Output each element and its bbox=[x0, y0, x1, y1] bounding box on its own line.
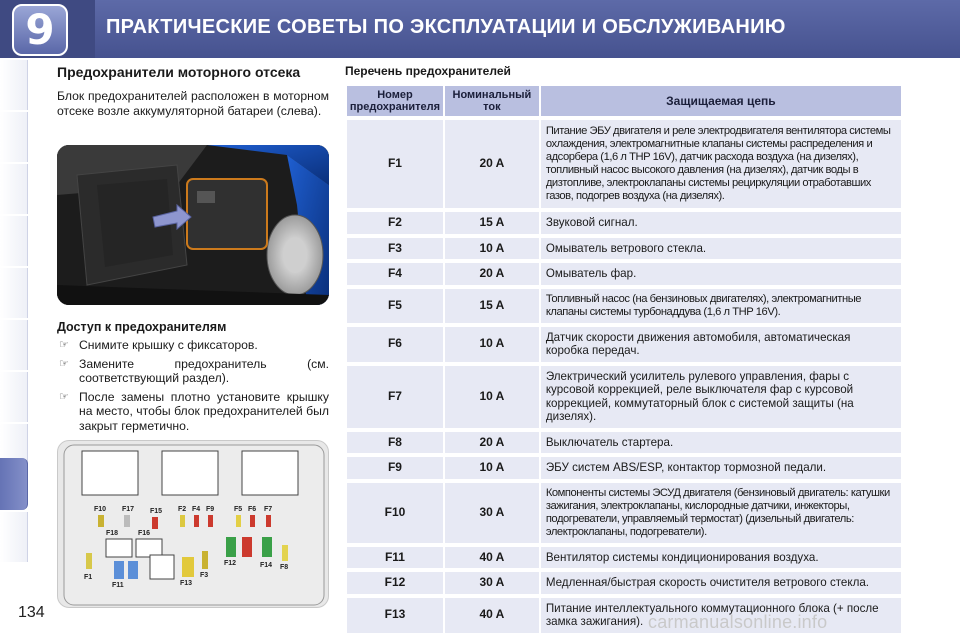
diagram-label: F12 bbox=[224, 560, 237, 567]
fuse-circuit: ЭБУ систем ABS/ESP, контактор тормозной педали. bbox=[541, 453, 901, 479]
fuse-number: F7 bbox=[347, 362, 443, 428]
diagram-label: F14 bbox=[260, 562, 273, 569]
fuse-current: 20 A bbox=[445, 116, 539, 208]
fuse-current: 30 A bbox=[445, 568, 539, 594]
fuse-number: F6 bbox=[347, 323, 443, 362]
column-header-number: Номер предохранителя bbox=[347, 86, 443, 116]
header-band bbox=[0, 0, 960, 58]
diagram-label: F15 bbox=[150, 508, 163, 515]
table-row bbox=[347, 453, 901, 479]
fuse-number: F1 bbox=[347, 116, 443, 208]
table-row bbox=[347, 362, 901, 428]
chapter-tab[interactable] bbox=[0, 164, 28, 214]
chapter-tabs bbox=[0, 60, 28, 600]
diagram-label: F5 bbox=[234, 506, 243, 513]
watermark: carmanualsonline.info bbox=[648, 612, 828, 632]
diagram-label: F9 bbox=[206, 506, 215, 513]
fuse-circuit: Выключатель стартера. bbox=[541, 428, 901, 454]
fuse-circuit: Датчик скорости движения автомобиля, автоматическая коробка передач. bbox=[541, 323, 901, 362]
fuse-circuit: Медленная/быстрая скорость очистителя ветрового стекла. bbox=[541, 568, 901, 594]
fuse-number: F13 bbox=[347, 594, 443, 633]
table-caption: Перечень предохранителей bbox=[345, 64, 511, 78]
section-title: Предохранители моторного отсека bbox=[57, 64, 301, 80]
diagram-label: F4 bbox=[192, 506, 201, 513]
column-header-circuit: Защищаемая цепь bbox=[541, 86, 901, 116]
table-row bbox=[347, 116, 901, 208]
fuse-current: 10 A bbox=[445, 453, 539, 479]
fuse-number: F9 bbox=[347, 453, 443, 479]
fuse-number: F3 bbox=[347, 234, 443, 260]
diagram-label: F2 bbox=[178, 506, 187, 513]
table-header-row bbox=[347, 86, 901, 116]
list-item: ☞ После замены плотно установите крышку на место, чтобы блок предохранителей был закрыт герметично. bbox=[59, 389, 329, 433]
fuse-current: 10 A bbox=[445, 323, 539, 362]
diagram-label: F10 bbox=[94, 506, 107, 513]
chapter-badge[interactable]: 9 bbox=[12, 4, 68, 56]
table-row bbox=[347, 234, 901, 260]
fuse-circuit: Топливный насос (на бензиновых двигателях), электромагнитные клапаны системы турбонаддува (1,6 л THP 16V). bbox=[541, 285, 901, 323]
list-item: ☞ Замените предохранитель (см. соответствующий раздел). bbox=[59, 356, 329, 385]
column-header-current: Номинальный ток bbox=[445, 86, 539, 116]
table-row bbox=[347, 285, 901, 323]
fuse-circuit: Электрический усилитель рулевого управления, фары с курсовой коррекцией, реле выключателя фар с курсовой коррекцией, коммутаторный блок с системой защиты (на дизелях). bbox=[541, 362, 901, 428]
fuse-number: F2 bbox=[347, 208, 443, 234]
table-row bbox=[347, 568, 901, 594]
diagram-label: F18 bbox=[106, 530, 119, 537]
fuse-circuit: Компоненты системы ЭСУД двигателя (бензиновый двигатель: катушки зажигания, электроклапаны, кислородные датчики, инжекторы, подогреватели, управляемый термостат) (дизельный двигатель: электроклапаны, подогреватели). bbox=[541, 479, 901, 543]
fuse-current: 40 A bbox=[445, 543, 539, 569]
fuse-box-diagram bbox=[57, 440, 329, 608]
fuse-layout-illustration bbox=[58, 441, 329, 608]
fuse-box-highlight bbox=[187, 179, 267, 249]
fuse-number: F12 bbox=[347, 568, 443, 594]
fuse-current: 20 A bbox=[445, 428, 539, 454]
chapter-tab[interactable] bbox=[0, 512, 28, 562]
diagram-label: F3 bbox=[200, 572, 209, 579]
page-title: ПРАКТИЧЕСКИЕ СОВЕТЫ ПО ЭКСПЛУАТАЦИИ И ОБСЛУЖИВАНИЮ bbox=[106, 16, 786, 38]
chapter-tab[interactable] bbox=[0, 112, 28, 162]
fuse-number: F11 bbox=[347, 543, 443, 569]
fuse-circuit: Питание интеллектуального коммутационного блока (+ после замка зажигания). bbox=[541, 594, 901, 633]
diagram-label: F17 bbox=[122, 506, 135, 513]
table-row bbox=[347, 543, 901, 569]
engine-bay-photo bbox=[57, 145, 329, 305]
diagram-label: F8 bbox=[280, 564, 289, 571]
fuse-table bbox=[345, 86, 903, 633]
table-row bbox=[347, 208, 901, 234]
list-item: ☞ Снимите крышку с фиксаторов. bbox=[59, 338, 258, 352]
fuse-circuit: Питание ЭБУ двигателя и реле электродвигателя вентилятора системы охлаждения, электромагнитные клапаны системы распределения и адсорбера (1,6 л THP 16V), датчик расхода воздуха (на дизелях), топливный насос высокого давления (на дизелях), датчик воды в дизтопливе, электроклапаны системы рециркуляции отработавших газов, подогрев воздуха (на дизелях). bbox=[541, 116, 901, 208]
fuse-number: F5 bbox=[347, 285, 443, 323]
chapter-tab[interactable] bbox=[0, 372, 28, 422]
diagram-label: F1 bbox=[84, 574, 93, 581]
fuse-circuit: Омыватель фар. bbox=[541, 259, 901, 285]
table-row bbox=[347, 259, 901, 285]
diagram-label: F6 bbox=[248, 506, 257, 513]
fuse-current: 15 A bbox=[445, 285, 539, 323]
table-row bbox=[347, 479, 901, 543]
access-steps-list bbox=[57, 338, 329, 437]
chapter-tab[interactable] bbox=[0, 60, 28, 110]
diagram-label: F7 bbox=[264, 506, 273, 513]
table-row bbox=[347, 323, 901, 362]
chapter-tab[interactable] bbox=[0, 320, 28, 370]
access-heading: Доступ к предохранителям bbox=[57, 320, 227, 334]
diagram-label: F13 bbox=[180, 580, 193, 587]
intro-paragraph: Блок предохранителей расположен в моторном отсеке возле аккумуляторной батареи (слева). bbox=[57, 89, 329, 118]
fuse-current: 40 A bbox=[445, 594, 539, 633]
chapter-tab[interactable] bbox=[0, 216, 28, 266]
page-number: 134 bbox=[18, 604, 45, 621]
hand-pointer-icon: ☞ bbox=[59, 339, 69, 351]
chapter-tab-active[interactable] bbox=[0, 458, 28, 510]
fuse-current: 15 A bbox=[445, 208, 539, 234]
hand-pointer-icon: ☞ bbox=[59, 390, 69, 403]
fuse-current: 10 A bbox=[445, 234, 539, 260]
chapter-tab[interactable] bbox=[0, 268, 28, 318]
fuse-number: F4 bbox=[347, 259, 443, 285]
fuse-circuit: Звуковой сигнал. bbox=[541, 208, 901, 234]
hand-pointer-icon: ☞ bbox=[59, 357, 69, 370]
fuse-current: 10 A bbox=[445, 362, 539, 428]
diagram-label: F16 bbox=[138, 530, 151, 537]
diagram-label: F11 bbox=[112, 582, 124, 589]
engine-bay-illustration bbox=[57, 145, 329, 305]
fuse-number: F10 bbox=[347, 479, 443, 543]
fuse-circuit: Омыватель ветрового стекла. bbox=[541, 234, 901, 260]
fuse-circuit: Вентилятор системы кондиционирования воздуха. bbox=[541, 543, 901, 569]
fuse-number: F8 bbox=[347, 428, 443, 454]
fuse-current: 20 A bbox=[445, 259, 539, 285]
table-row bbox=[347, 428, 901, 454]
fuse-current: 30 A bbox=[445, 479, 539, 543]
